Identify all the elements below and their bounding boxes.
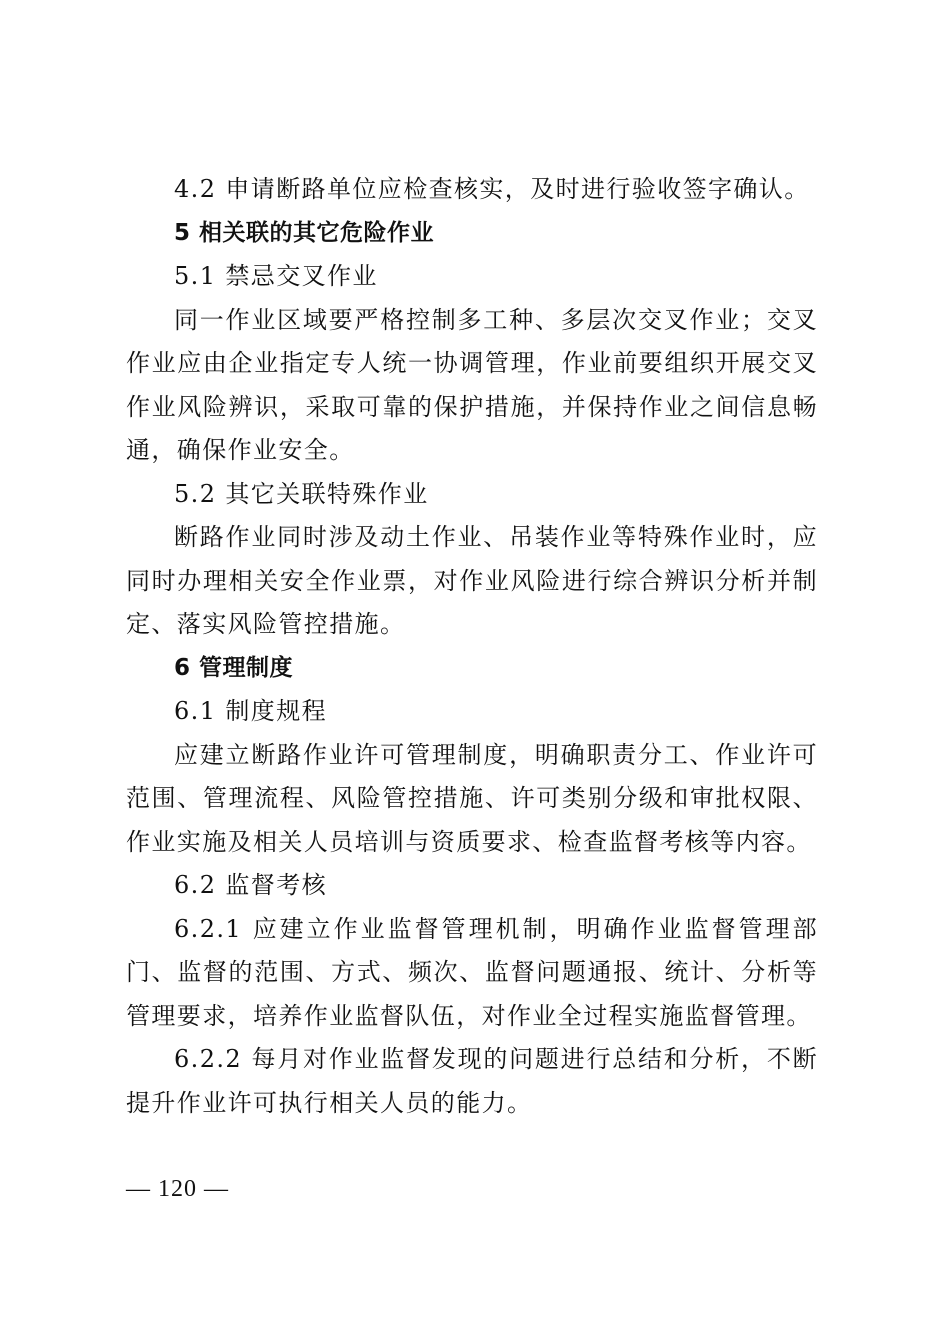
paragraph-5-2-body: 断路作业同时涉及动土作业、吊装作业等特殊作业时，应同时办理相关安全作业票，对作业风险进行综合辨识分析并制定、落实风险管控措施。 (126, 523, 818, 638)
subheading-5-2: 5.2 其它关联特殊作业 (174, 479, 429, 508)
page-number: — 120 — (126, 1176, 229, 1202)
paragraph-5-1-body: 同一作业区域要严格控制多工种、多层次交叉作业；交叉作业应由企业指定专人统一协调管理，作业前要组织开展交叉作业风险辨识，采取可靠的保护措施，并保持作业之间信息畅通，确保作业安全。 (126, 305, 818, 464)
heading-section-6: 6 管理制度 (174, 654, 294, 681)
subheading-6-2: 6.2 监督考核 (174, 871, 327, 899)
paragraph-6-2-1: 6.2.1 应建立作业监督管理机制，明确作业监督管理部门、监督的范围、方式、频次、监督问题通报、统计、分析等管理要求，培养作业监督队伍，对作业全过程实施监督管理。 (126, 914, 818, 1030)
subheading-6-1: 6.1 制度规程 (174, 697, 327, 725)
heading-section-5: 5 相关联的其它危险作业 (174, 219, 435, 246)
paragraph-6-1-body: 应建立断路作业许可管理制度，明确职责分工、作业许可范围、管理流程、风险管控措施、许可类别分级和审批权限、作业实施及相关人员培训与资质要求、检查监督考核等内容。 (126, 740, 818, 856)
subheading-5-1: 5.1 禁忌交叉作业 (174, 262, 378, 290)
document-body (126, 168, 818, 1125)
paragraph-4-2: 4.2 申请断路单位应检查核实，及时进行验收签字确认。 (174, 175, 810, 203)
paragraph-6-2-2: 6.2.2 每月对作业监督发现的问题进行总结和分析，不断提升作业许可执行相关人员的能力。 (126, 1045, 818, 1117)
